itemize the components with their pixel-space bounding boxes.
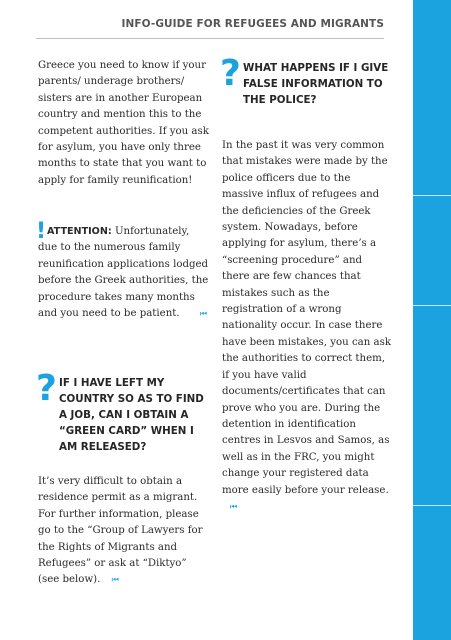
tab-general-information[interactable] xyxy=(0,30,38,190)
tab-label: ▲ ATHENS xyxy=(13,222,25,278)
question-heading-green-card xyxy=(36,368,210,455)
back-to-top-icon[interactable]: ⏮ xyxy=(111,575,118,585)
false-info-answer xyxy=(222,138,392,515)
question-text: WHAT HAPPENS IF I GIVE FALSE INFORMATION TO THE POLICE? xyxy=(243,62,389,106)
tab-label: ▲ ASSISTANCE/ADRESSES xyxy=(13,338,25,482)
question-mark-icon: ? xyxy=(220,53,241,94)
attention-note xyxy=(36,219,210,322)
answer-text: In the past it was very common that mistakes were made by the police officers due to the massive influx of refugees and the deficiencies of the Greek system. Nowadays, before applying for asylum, there’s a “screening procedure” and there are few chances that mistakes such as the registration of a wrong nationality occur. In case there have been mistakes, you can ask the authorities to correct them, if you have valid documents/certificates that can prove who you are. During the detention in identification centres in Lesvos and Samos, as well as in the FRC, you might change your registered data more easily before your release. xyxy=(222,140,391,496)
tab-divider xyxy=(413,195,451,196)
header-divider xyxy=(36,38,384,39)
question-mark-icon: ? xyxy=(36,368,57,409)
page-header: INFO-GUIDE FOR REFUGEES AND MIGRANTS xyxy=(121,18,384,30)
tab-assistance-adresses[interactable] xyxy=(0,320,38,500)
tab-label: ▲ GENERAL INFORMATION xyxy=(13,36,25,184)
tab-greek-phrases[interactable] xyxy=(0,520,38,630)
question-heading-false-info xyxy=(220,53,392,108)
attention-text: Unfortunately, due to the numerous family reunification applications lodged before the Greek authorities, the procedure takes many months and you need to be patient. xyxy=(38,226,209,320)
tab-label: ▲ GREEK PHRASES xyxy=(13,522,25,628)
answer-text: It’s very difficult to obtain a residence permit as a migrant. For further information, please go to the “Group of Lawyers for the Rights of Migrants and Refugees” or ask at “Diktyo” (see below). xyxy=(38,476,203,586)
green-card-answer xyxy=(38,474,210,589)
side-tab-strip xyxy=(413,0,451,640)
tab-divider xyxy=(413,305,451,306)
intro-paragraph: Greece you need to know if your parents/ underage brothers/ sisters are in another European country and mention this to the competent authorities. If you ask for asylum, you have only three months to state that you want to apply for family reunification! xyxy=(38,60,209,186)
tab-divider xyxy=(413,505,451,506)
tab-athens[interactable] xyxy=(0,200,38,300)
back-to-top-icon[interactable]: ⏮ xyxy=(230,501,237,511)
question-text: IF I HAVE LEFT MY COUNTRY SO AS TO FIND A JOB, CAN I OBTAIN A “GREEN CARD” WHEN I AM RELEASED? xyxy=(59,377,204,453)
exclamation-icon: ! xyxy=(36,219,47,244)
attention-label: ATTENTION: xyxy=(47,226,112,237)
back-to-top-icon[interactable]: ⏮ xyxy=(199,309,207,319)
